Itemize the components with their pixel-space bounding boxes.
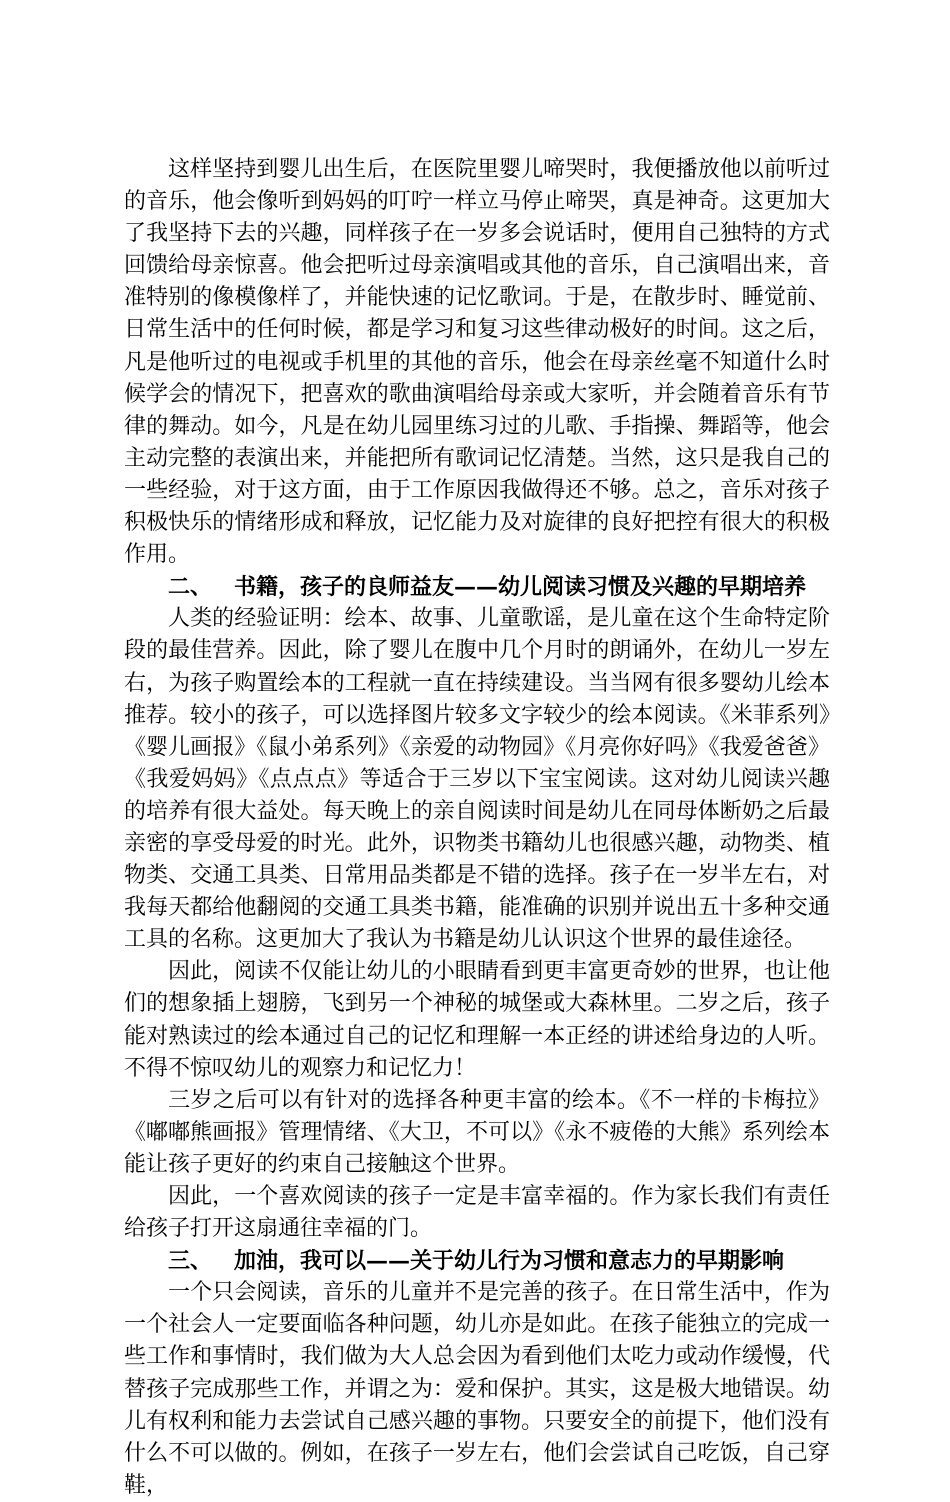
section-heading-3 [124, 1245, 830, 1277]
section-number: 三、 [168, 1248, 213, 1275]
paragraph-reading-nutrition: 人类的经验证明：绘本、故事、儿童歌谣，是儿童在这个生命特定阶段的最佳营养。因此，除了婴儿在腹中几个月时的朗诵外，在幼儿一岁左右，为孩子购置绘本的工程就一直在持续建设。当当网有很多婴幼儿绘本推荐。较小的孩子，可以选择图片较多文字较少的绘本阅读。《米菲系列》《婴儿画报》《鼠小弟系列》《亲爱的动物园》《月亮你好吗》《我爱爸爸》《我爱妈妈》《点点点》等适合于三岁以下宝宝阅读。这对幼儿阅读兴趣的培养有很大益处。每天晚上的亲自阅读时间是幼儿在同母体断奶之后最亲密的享受母爱的时光。此外，识物类书籍幼儿也很感兴趣，动物类、植物类、交通工具类、日常用品类都是不错的选择。孩子在一岁半左右，对我每天都给他翻阅的交通工具类书籍，能准确的识别并说出五十多种交通工具的名称。这更加大了我认为书籍是幼儿认识这个世界的最佳途径。 [124, 606, 830, 953]
section-number: 二、 [168, 574, 213, 601]
section-title: 书籍，孩子的良师益友——幼儿阅读习惯及兴趣的早期培养 [234, 574, 807, 601]
document-body [124, 154, 830, 1502]
section-heading-2 [124, 571, 830, 603]
paragraph-reading-happiness: 因此，一个喜欢阅读的孩子一定是丰富幸福的。作为家长我们有责任给孩子打开这扇通往幸福的门。 [124, 1184, 830, 1242]
paragraph-reading-imagination: 因此，阅读不仅能让幼儿的小眼睛看到更丰富更奇妙的世界，也让他们的想象插上翅膀，飞到另一个神秘的城堡或大森林里。二岁之后，孩子能对熟读过的绘本通过自己的记忆和理解一本正经的讲述给身边的人听。不得不惊叹幼儿的观察力和记忆力！ [124, 959, 830, 1081]
paragraph-music-experience: 这样坚持到婴儿出生后，在医院里婴儿啼哭时，我便播放他以前听过的音乐，他会像听到妈妈的叮咛一样立马停止啼哭，真是神奇。这更加大了我坚持下去的兴趣，同样孩子在一岁多会说话时，便用自己独特的方式回馈给母亲惊喜。他会把听过母亲演唱或其他的音乐，自己演唱出来，音准特别的像模像样了，并能快速的记忆歌词。于是，在散步时、睡觉前、日常生活中的任何时候，都是学习和复习这些律动极好的时间。这之后，凡是他听过的电视或手机里的其他的音乐，他会在母亲丝毫不知道什么时候学会的情况下，把喜欢的歌曲演唱给母亲或大家听，并会随着音乐有节律的舞动。如今，凡是在幼儿园里练习过的儿歌、手指操、舞蹈等，他会主动完整的表演出来，并能把所有歌词记忆清楚。当然，这只是我自己的一些经验，对于这方面，由于工作原因我做得还不够。总之，音乐对孩子积极快乐的情绪形成和释放，记忆能力及对旋律的良好把控有很大的积极作用。 [124, 157, 830, 568]
paragraph-picture-books: 三岁之后可以有针对的选择各种更丰富的绘本。《不一样的卡梅拉》《嘟嘟熊画报》管理情绪、《大卫，不可以》《永不疲倦的大熊》系列绘本能让孩子更好的约束自己接触这个世界。 [124, 1087, 830, 1177]
paragraph-behavior-habits: 一个只会阅读，音乐的儿童并不是完善的孩子。在日常生活中，作为一个社会人一定要面临各种问题，幼儿亦是如此。在孩子能独立的完成一些工作和事情时，我们做为大人总会因为看到他们太吃力或动作缓慢，代替孩子完成那些工作，并谓之为：爱和保护。其实，这是极大地错误。幼儿有权利和能力去尝试自己感兴趣的事物。只要安全的前提下，他们没有什么不可以做的。例如，在孩子一岁左右，他们会尝试自己吃饭，自己穿鞋， [124, 1280, 830, 1498]
section-title: 加油，我可以——关于幼儿行为习惯和意志力的早期影响 [234, 1248, 785, 1275]
